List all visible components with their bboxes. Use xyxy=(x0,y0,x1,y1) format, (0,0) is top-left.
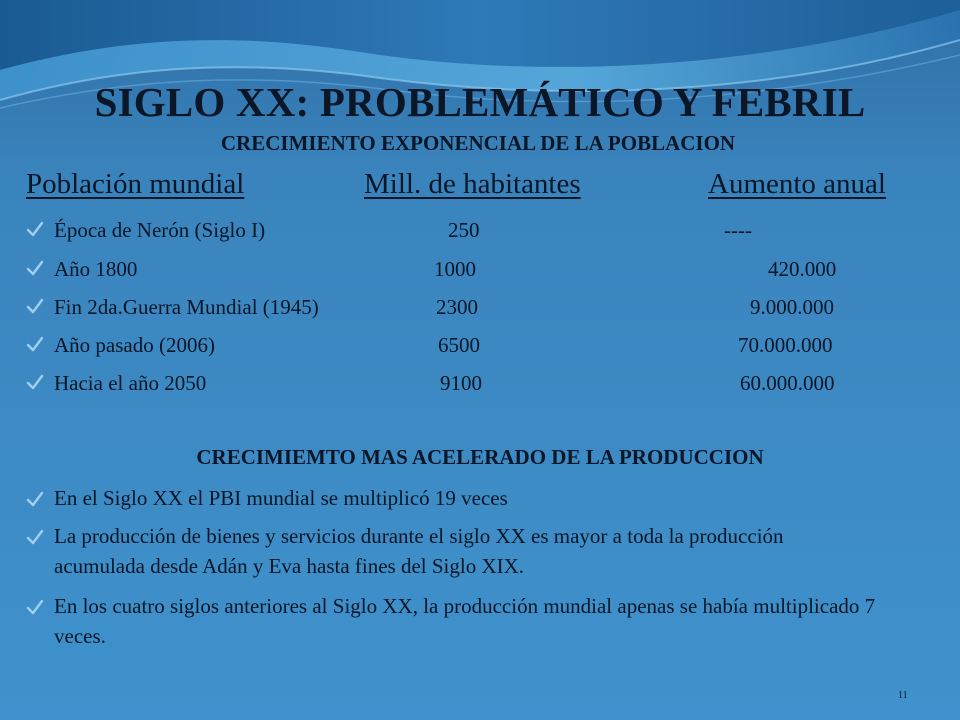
row-label: Época de Nerón (Siglo I) xyxy=(54,218,266,242)
slide-subtitle: CRECIMIENTO EXPONENCIAL DE LA POBLACION xyxy=(220,131,736,155)
row-aumento: 9.000.000 xyxy=(750,295,834,319)
bullet-text: En los cuatro siglos anteriores al Siglo XX, la producción mundial apenas se había multiplicado 7 veces. xyxy=(54,594,876,648)
row-habitantes: 6500 xyxy=(438,333,480,357)
bullet-text: En el Siglo XX el PBI mundial se multiplicó 19 veces xyxy=(54,486,508,510)
checkmark-icon xyxy=(26,336,44,354)
header-aumento: Aumento anual xyxy=(708,168,886,200)
checkmark-icon xyxy=(26,374,44,392)
header-poblacion: Población mundial xyxy=(26,168,245,200)
row-aumento: 420.000 xyxy=(768,257,837,281)
section-heading: CRECIMIEMTO MAS ACELERADO DE LA PRODUCCION xyxy=(196,445,764,469)
row-aumento: 60.000.000 xyxy=(740,371,835,395)
row-label: Hacia el año 2050 xyxy=(54,371,207,395)
slide-title: SIGLO XX: PROBLEMÁTICO Y FEBRIL xyxy=(94,79,866,125)
checkmark-icon xyxy=(26,529,44,547)
checkmark-icon xyxy=(26,298,44,316)
row-label: Año pasado (2006) xyxy=(54,333,215,357)
bullet-text: La producción de bienes y servicios durante el siglo XX es mayor a toda la producción acumulada desde Adán y Eva hasta fines del Siglo XIX. xyxy=(54,524,784,578)
row-habitantes: 2300 xyxy=(436,295,478,319)
row-habitantes: 1000 xyxy=(434,257,476,281)
checkmark-icon xyxy=(26,491,44,509)
row-label: Año 1800 xyxy=(54,257,138,281)
row-aumento: 70.000.000 xyxy=(738,333,833,357)
row-habitantes: 250 xyxy=(448,218,480,242)
page-number: 11 xyxy=(898,690,908,701)
checkmark-icon xyxy=(26,599,44,617)
row-habitantes: 9100 xyxy=(440,371,482,395)
checkmark-icon xyxy=(26,221,44,239)
row-aumento: ---- xyxy=(724,218,752,242)
header-habitantes: Mill. de habitantes xyxy=(364,168,581,200)
row-label: Fin 2da.Guerra Mundial (1945) xyxy=(54,295,319,319)
checkmark-icon xyxy=(26,260,44,278)
